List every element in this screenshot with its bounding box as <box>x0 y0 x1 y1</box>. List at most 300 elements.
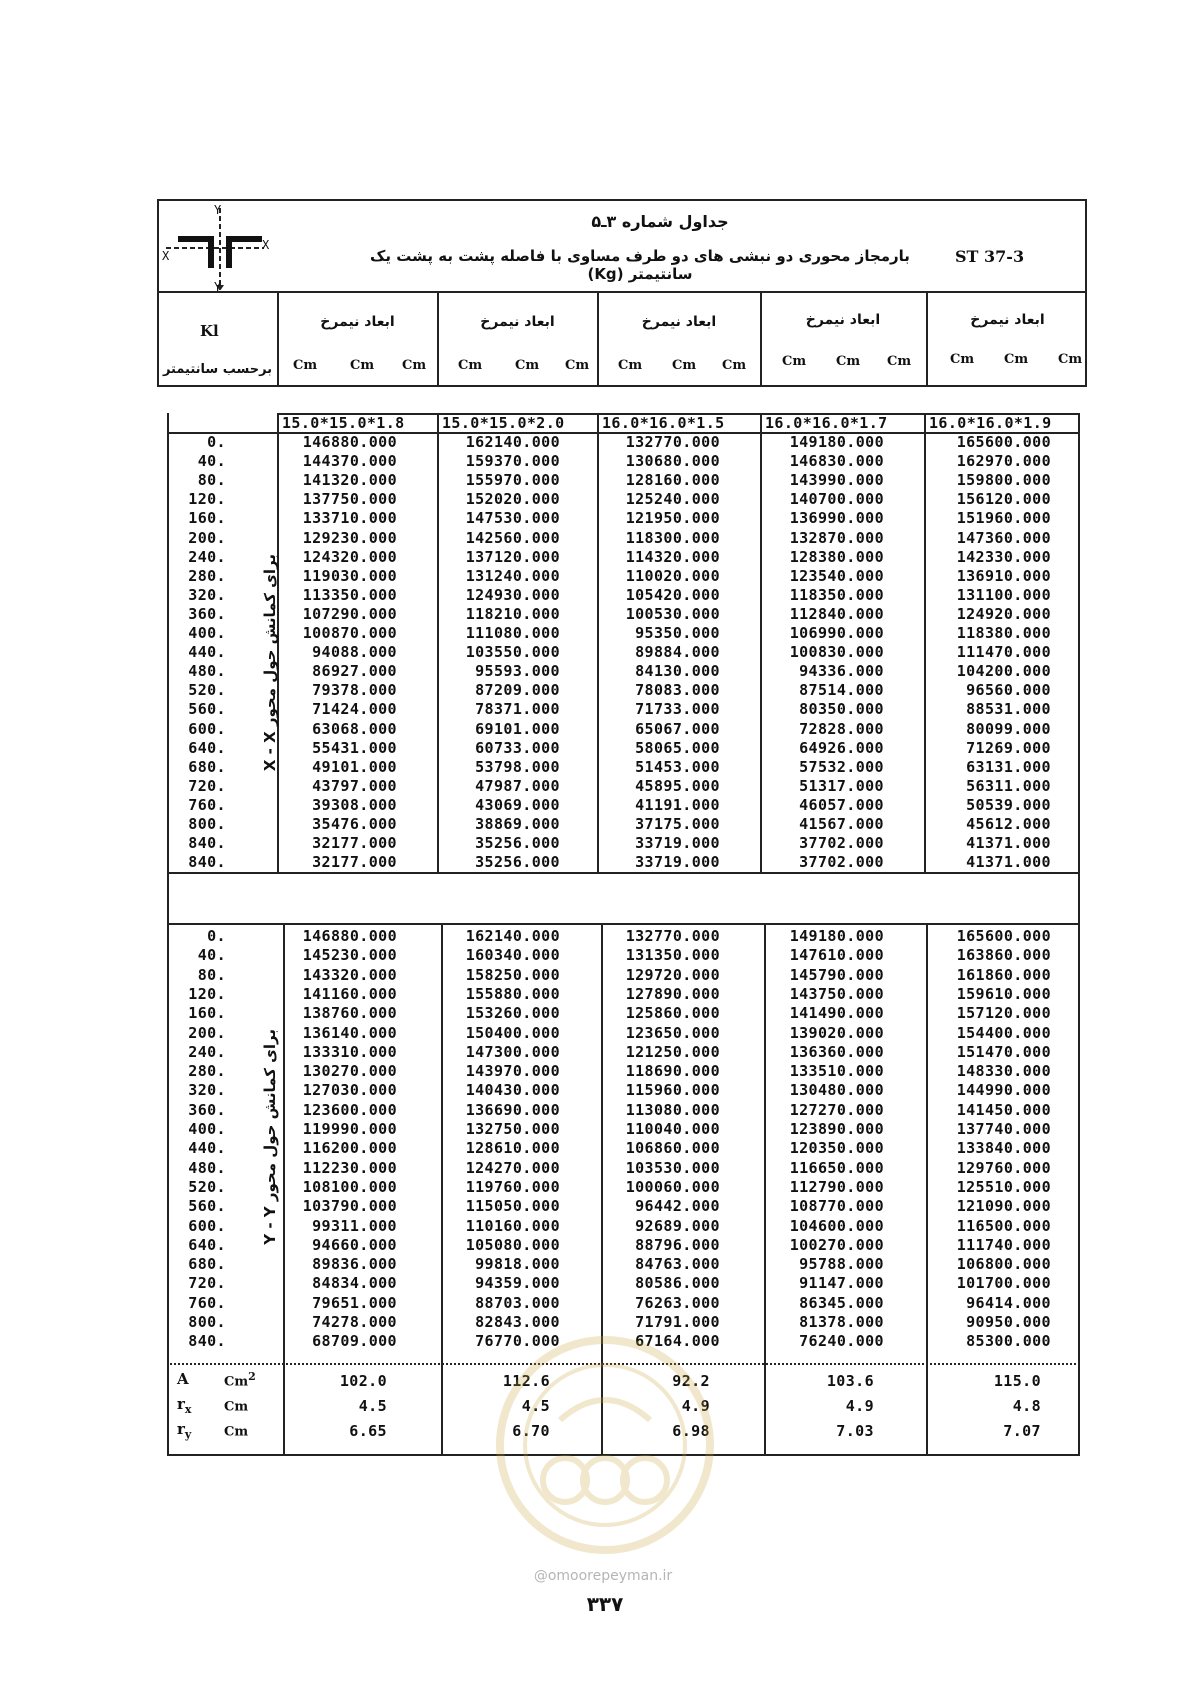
value-cell: 101700.000 <box>956 1274 1051 1293</box>
profile-label-2: ابعاد نیمرخ <box>480 314 555 330</box>
steel-grade: ST 37-3 <box>955 247 1025 266</box>
value-cell: 96414.000 <box>966 1293 1051 1312</box>
property-value: 4.9 <box>681 1397 710 1415</box>
kl-cell: 560. <box>188 1197 226 1216</box>
value-cell: 143970.000 <box>465 1062 560 1081</box>
watermark-logo <box>490 1330 720 1560</box>
kl-label: Kl <box>200 322 219 340</box>
table-subtitle: بارمجاز محوری دو نبشی های دو طرف مساوی با فاصله پشت به پشت یک سانتیمتر (Kg) <box>370 247 910 283</box>
property-value: 6.98 <box>672 1422 710 1440</box>
kl-cell: 840. <box>188 834 226 853</box>
value-cell: 116650.000 <box>789 1158 884 1177</box>
table-title: جداول شماره ۳ـ۵ <box>591 212 729 231</box>
value-cell: 137740.000 <box>956 1120 1051 1138</box>
value-cell: 125240.000 <box>625 490 720 509</box>
value-cell: 133310.000 <box>302 1042 397 1061</box>
kl-cell: 0. <box>207 433 226 451</box>
value-cell: 144370.000 <box>302 452 397 471</box>
value-cell: 153260.000 <box>465 1004 560 1023</box>
property-value: 102.0 <box>339 1372 387 1390</box>
value-cell: 156120.000 <box>956 490 1051 509</box>
page-number: ۳۳۷ <box>586 1592 624 1616</box>
value-cell: 118690.000 <box>625 1062 720 1081</box>
value-cell: 33719.000 <box>635 834 720 853</box>
value-cell: 103550.000 <box>465 643 560 662</box>
kl-cell: 280. <box>188 566 226 585</box>
value-cell: 63068.000 <box>312 719 397 738</box>
value-cell: 132750.000 <box>465 1120 560 1138</box>
property-unit: Cm <box>224 1399 249 1415</box>
value-cell: 118350.000 <box>789 585 884 604</box>
value-cell: 76263.000 <box>635 1293 720 1312</box>
value-cell: 99818.000 <box>475 1255 560 1274</box>
value-cell: 41371.000 <box>966 853 1051 872</box>
value-cell: 71791.000 <box>635 1313 720 1331</box>
property-value: 4.5 <box>521 1397 550 1415</box>
value-cell: 141490.000 <box>789 1004 884 1023</box>
value-cell: 130680.000 <box>625 452 720 471</box>
value-cell: 100060.000 <box>625 1177 720 1196</box>
value-cell: 145230.000 <box>302 946 397 965</box>
value-cell: 146880.000 <box>302 927 397 945</box>
value-cell: 41371.000 <box>966 834 1051 853</box>
value-cell: 128380.000 <box>789 547 884 566</box>
kl-cell: 840. <box>188 853 226 872</box>
property-value: 103.6 <box>826 1372 874 1390</box>
value-cell: 125860.000 <box>625 1004 720 1023</box>
value-cell: 86345.000 <box>799 1293 884 1312</box>
value-cell: 155970.000 <box>465 471 560 490</box>
value-cell: 157120.000 <box>956 1004 1051 1023</box>
value-cell: 149180.000 <box>789 927 884 945</box>
unit-cm: Cm <box>618 358 643 373</box>
unit-cm: Cm <box>350 358 375 373</box>
value-cell: 114320.000 <box>625 547 720 566</box>
kl-cell: 0. <box>207 927 226 945</box>
value-cell: 45612.000 <box>966 815 1051 833</box>
property-unit: Cm$^2$ <box>224 1370 256 1390</box>
value-cell: 55431.000 <box>312 738 397 757</box>
value-cell: 76770.000 <box>475 1332 560 1351</box>
kl-cell: 640. <box>188 1235 226 1254</box>
kl-cell: 440. <box>188 643 226 662</box>
value-cell: 46057.000 <box>799 795 884 814</box>
value-cell: 107290.000 <box>302 604 397 623</box>
value-cell: 131100.000 <box>956 585 1051 604</box>
value-cell: 162970.000 <box>956 452 1051 471</box>
property-value: 6.65 <box>349 1422 387 1440</box>
kl-cell: 40. <box>197 946 226 965</box>
value-cell: 146830.000 <box>789 452 884 471</box>
property-unit: Cm <box>224 1424 249 1440</box>
value-cell: 127270.000 <box>789 1100 884 1119</box>
value-cell: 41567.000 <box>799 815 884 833</box>
value-cell: 121250.000 <box>625 1042 720 1061</box>
value-cell: 142330.000 <box>956 547 1051 566</box>
value-cell: 138760.000 <box>302 1004 397 1023</box>
value-cell: 106800.000 <box>956 1255 1051 1274</box>
property-value: 7.03 <box>836 1422 874 1440</box>
value-cell: 79378.000 <box>312 681 397 700</box>
value-cell: 111740.000 <box>956 1235 1051 1254</box>
kl-cell: 120. <box>188 490 226 509</box>
value-cell: 149180.000 <box>789 433 884 451</box>
value-cell: 94359.000 <box>475 1274 560 1293</box>
unit-cm: Cm <box>836 354 861 369</box>
value-cell: 162140.000 <box>465 433 560 451</box>
value-cell: 78371.000 <box>475 700 560 719</box>
value-cell: 119990.000 <box>302 1120 397 1138</box>
kl-cell: 280. <box>188 1062 226 1081</box>
value-cell: 123890.000 <box>789 1120 884 1138</box>
value-cell: 123600.000 <box>302 1100 397 1119</box>
kl-cell: 520. <box>188 681 226 700</box>
kl-cell: 360. <box>188 1100 226 1119</box>
value-cell: 100830.000 <box>789 643 884 662</box>
value-cell: 124320.000 <box>302 547 397 566</box>
value-cell: 152020.000 <box>465 490 560 509</box>
value-cell: 103790.000 <box>302 1197 397 1216</box>
value-cell: 72828.000 <box>799 719 884 738</box>
value-cell: 80099.000 <box>966 719 1051 738</box>
value-cell: 142560.000 <box>465 528 560 547</box>
value-cell: 165600.000 <box>956 927 1051 945</box>
value-cell: 148330.000 <box>956 1062 1051 1081</box>
value-cell: 92689.000 <box>635 1216 720 1235</box>
value-cell: 86927.000 <box>312 662 397 681</box>
property-value: 6.70 <box>512 1422 550 1440</box>
value-cell: 100270.000 <box>789 1235 884 1254</box>
property-symbol: $r_y$ <box>177 1420 192 1441</box>
unit-cm: Cm <box>458 358 483 373</box>
value-cell: 130270.000 <box>302 1062 397 1081</box>
property-value: 115.0 <box>993 1372 1041 1390</box>
unit-cm: Cm <box>887 354 912 369</box>
value-cell: 124930.000 <box>465 585 560 604</box>
value-cell: 147530.000 <box>465 509 560 528</box>
unit-cm: Cm <box>1058 352 1083 367</box>
value-cell: 95350.000 <box>635 624 720 642</box>
value-cell: 79651.000 <box>312 1293 397 1312</box>
unit-cm: Cm <box>565 358 590 373</box>
kl-cell: 600. <box>188 719 226 738</box>
property-value: 4.8 <box>1012 1397 1041 1415</box>
value-cell: 136990.000 <box>789 509 884 528</box>
value-cell: 38869.000 <box>475 815 560 833</box>
value-cell: 158250.000 <box>465 965 560 984</box>
profile-label-1: ابعاد نیمرخ <box>320 314 395 330</box>
property-value: 4.5 <box>358 1397 387 1415</box>
value-cell: 103530.000 <box>625 1158 720 1177</box>
value-cell: 68709.000 <box>312 1332 397 1351</box>
value-cell: 105420.000 <box>625 585 720 604</box>
value-cell: 132870.000 <box>789 528 884 547</box>
kl-cell: 40. <box>197 452 226 471</box>
value-cell: 106860.000 <box>625 1139 720 1158</box>
value-cell: 129760.000 <box>956 1158 1051 1177</box>
kl-cell: 400. <box>188 1120 226 1138</box>
unit-cm: Cm <box>515 358 540 373</box>
value-cell: 115050.000 <box>465 1197 560 1216</box>
value-cell: 95788.000 <box>799 1255 884 1274</box>
value-cell: 143750.000 <box>789 984 884 1003</box>
value-cell: 105080.000 <box>465 1235 560 1254</box>
value-cell: 32177.000 <box>312 834 397 853</box>
value-cell: 115960.000 <box>625 1081 720 1100</box>
value-cell: 144990.000 <box>956 1081 1051 1100</box>
value-cell: 133510.000 <box>789 1062 884 1081</box>
kl-cell: 720. <box>188 776 226 795</box>
value-cell: 128610.000 <box>465 1139 560 1158</box>
value-cell: 121090.000 <box>956 1197 1051 1216</box>
value-cell: 131350.000 <box>625 946 720 965</box>
property-symbol: A <box>177 1370 189 1388</box>
value-cell: 151960.000 <box>956 509 1051 528</box>
value-cell: 35476.000 <box>312 815 397 833</box>
value-cell: 128160.000 <box>625 471 720 490</box>
value-cell: 108100.000 <box>302 1177 397 1196</box>
column-header-5: 16.0*16.0*1.9 <box>929 414 1052 432</box>
value-cell: 56311.000 <box>966 776 1051 795</box>
value-cell: 96442.000 <box>635 1197 720 1216</box>
kl-cell: 120. <box>188 984 226 1003</box>
double-angle-section-icon <box>160 205 270 290</box>
value-cell: 43797.000 <box>312 776 397 795</box>
value-cell: 130480.000 <box>789 1081 884 1100</box>
value-cell: 88703.000 <box>475 1293 560 1312</box>
unit-cm: Cm <box>672 358 697 373</box>
value-cell: 37702.000 <box>799 834 884 853</box>
kl-cell: 480. <box>188 1158 226 1177</box>
unit-cm: Cm <box>782 354 807 369</box>
kl-cell: 200. <box>188 528 226 547</box>
kl-cell: 640. <box>188 738 226 757</box>
value-cell: 111080.000 <box>465 624 560 642</box>
watermark-text: @omoorepeyman.ir <box>533 1568 673 1584</box>
property-symbol: $r_x$ <box>177 1395 192 1416</box>
value-cell: 63131.000 <box>966 757 1051 776</box>
icon-y-label: Y <box>214 203 222 217</box>
column-header-3: 16.0*16.0*1.5 <box>602 414 725 432</box>
kl-cell: 440. <box>188 1139 226 1158</box>
value-cell: 110040.000 <box>625 1120 720 1138</box>
value-cell: 96560.000 <box>966 681 1051 700</box>
value-cell: 154400.000 <box>956 1023 1051 1042</box>
kl-cell: 160. <box>188 1004 226 1023</box>
value-cell: 94660.000 <box>312 1235 397 1254</box>
value-cell: 35256.000 <box>475 834 560 853</box>
value-cell: 145790.000 <box>789 965 884 984</box>
value-cell: 159800.000 <box>956 471 1051 490</box>
kl-cell: 160. <box>188 509 226 528</box>
value-cell: 161860.000 <box>956 965 1051 984</box>
value-cell: 155880.000 <box>465 984 560 1003</box>
unit-cm: Cm <box>722 358 747 373</box>
value-cell: 123540.000 <box>789 566 884 585</box>
unit-cm: Cm <box>1004 352 1029 367</box>
value-cell: 87514.000 <box>799 681 884 700</box>
value-cell: 140430.000 <box>465 1081 560 1100</box>
value-cell: 127890.000 <box>625 984 720 1003</box>
value-cell: 136360.000 <box>789 1042 884 1061</box>
column-header-1: 15.0*15.0*1.8 <box>282 414 405 432</box>
value-cell: 132770.000 <box>625 433 720 451</box>
value-cell: 106990.000 <box>789 624 884 642</box>
value-cell: 49101.000 <box>312 757 397 776</box>
value-cell: 116200.000 <box>302 1139 397 1158</box>
kl-cell: 520. <box>188 1177 226 1196</box>
value-cell: 71424.000 <box>312 700 397 719</box>
value-cell: 143320.000 <box>302 965 397 984</box>
value-cell: 76240.000 <box>799 1332 884 1351</box>
column-header-2: 15.0*15.0*2.0 <box>442 414 565 432</box>
value-cell: 88796.000 <box>635 1235 720 1254</box>
value-cell: 116500.000 <box>956 1216 1051 1235</box>
icon-x-label-left: X <box>162 249 170 263</box>
value-cell: 94336.000 <box>799 662 884 681</box>
kl-unit: برحسب سانتیمتر <box>162 362 273 377</box>
value-cell: 87209.000 <box>475 681 560 700</box>
kl-cell: 760. <box>188 1293 226 1312</box>
value-cell: 141320.000 <box>302 471 397 490</box>
kl-cell: 80. <box>197 471 226 490</box>
value-cell: 104200.000 <box>956 662 1051 681</box>
value-cell: 127030.000 <box>302 1081 397 1100</box>
value-cell: 143990.000 <box>789 471 884 490</box>
value-cell: 112790.000 <box>789 1177 884 1196</box>
value-cell: 163860.000 <box>956 946 1051 965</box>
value-cell: 39308.000 <box>312 795 397 814</box>
value-cell: 112230.000 <box>302 1158 397 1177</box>
value-cell: 89836.000 <box>312 1255 397 1274</box>
value-cell: 104600.000 <box>789 1216 884 1235</box>
value-cell: 80350.000 <box>799 700 884 719</box>
value-cell: 151470.000 <box>956 1042 1051 1061</box>
value-cell: 80586.000 <box>635 1274 720 1293</box>
property-value: 92.2 <box>672 1372 710 1390</box>
value-cell: 69101.000 <box>475 719 560 738</box>
value-cell: 71733.000 <box>635 700 720 719</box>
value-cell: 141450.000 <box>956 1100 1051 1119</box>
value-cell: 78083.000 <box>635 681 720 700</box>
kl-cell: 80. <box>197 965 226 984</box>
kl-cell: 400. <box>188 624 226 642</box>
value-cell: 82843.000 <box>475 1313 560 1331</box>
value-cell: 84763.000 <box>635 1255 720 1274</box>
value-cell: 133710.000 <box>302 509 397 528</box>
value-cell: 141160.000 <box>302 984 397 1003</box>
kl-cell: 360. <box>188 604 226 623</box>
value-cell: 81378.000 <box>799 1313 884 1331</box>
value-cell: 110020.000 <box>625 566 720 585</box>
value-cell: 129720.000 <box>625 965 720 984</box>
value-cell: 71269.000 <box>966 738 1051 757</box>
value-cell: 111470.000 <box>956 643 1051 662</box>
value-cell: 147300.000 <box>465 1042 560 1061</box>
value-cell: 58065.000 <box>635 738 720 757</box>
value-cell: 35256.000 <box>475 853 560 872</box>
kl-cell: 240. <box>188 1042 226 1061</box>
value-cell: 165600.000 <box>956 433 1051 451</box>
kl-cell: 800. <box>188 815 226 833</box>
property-value: 112.6 <box>502 1372 550 1390</box>
value-cell: 137120.000 <box>465 547 560 566</box>
value-cell: 113080.000 <box>625 1100 720 1119</box>
value-cell: 118210.000 <box>465 604 560 623</box>
kl-cell: 600. <box>188 1216 226 1235</box>
kl-cell: 680. <box>188 1255 226 1274</box>
value-cell: 124920.000 <box>956 604 1051 623</box>
value-cell: 108770.000 <box>789 1197 884 1216</box>
value-cell: 67164.000 <box>635 1332 720 1351</box>
unit-cm: Cm <box>293 358 318 373</box>
value-cell: 140700.000 <box>789 490 884 509</box>
value-cell: 50539.000 <box>966 795 1051 814</box>
profile-label-4: ابعاد نیمرخ <box>805 312 881 328</box>
kl-cell: 200. <box>188 1023 226 1042</box>
value-cell: 100530.000 <box>625 604 720 623</box>
value-cell: 124270.000 <box>465 1158 560 1177</box>
value-cell: 60733.000 <box>475 738 560 757</box>
kl-cell: 760. <box>188 795 226 814</box>
value-cell: 132770.000 <box>625 927 720 945</box>
icon-x-label-right: X <box>262 238 270 252</box>
value-cell: 119760.000 <box>465 1177 560 1196</box>
value-cell: 147360.000 <box>956 528 1051 547</box>
kl-cell: 320. <box>188 1081 226 1100</box>
value-cell: 53798.000 <box>475 757 560 776</box>
kl-cell: 320. <box>188 585 226 604</box>
value-cell: 110160.000 <box>465 1216 560 1235</box>
value-cell: 84130.000 <box>635 662 720 681</box>
value-cell: 137750.000 <box>302 490 397 509</box>
value-cell: 88531.000 <box>966 700 1051 719</box>
value-cell: 146880.000 <box>302 433 397 451</box>
value-cell: 33719.000 <box>635 853 720 872</box>
value-cell: 45895.000 <box>635 776 720 795</box>
value-cell: 99311.000 <box>312 1216 397 1235</box>
icon-y-label-bottom: Y <box>214 280 222 294</box>
value-cell: 139020.000 <box>789 1023 884 1042</box>
value-cell: 136690.000 <box>465 1100 560 1119</box>
profile-label-5: ابعاد نیمرخ <box>970 312 1045 328</box>
value-cell: 89884.000 <box>635 643 720 662</box>
value-cell: 47987.000 <box>475 776 560 795</box>
value-cell: 90950.000 <box>966 1313 1051 1331</box>
value-cell: 91147.000 <box>799 1274 884 1293</box>
value-cell: 147610.000 <box>789 946 884 965</box>
value-cell: 133840.000 <box>956 1139 1051 1158</box>
kl-cell: 480. <box>188 662 226 681</box>
value-cell: 37175.000 <box>635 815 720 833</box>
value-cell: 84834.000 <box>312 1274 397 1293</box>
kl-cell: 240. <box>188 547 226 566</box>
value-cell: 74278.000 <box>312 1313 397 1331</box>
value-cell: 112840.000 <box>789 604 884 623</box>
unit-cm: Cm <box>950 352 975 367</box>
value-cell: 94088.000 <box>312 643 397 662</box>
kl-cell: 720. <box>188 1274 226 1293</box>
value-cell: 51317.000 <box>799 776 884 795</box>
value-cell: 129230.000 <box>302 528 397 547</box>
value-cell: 41191.000 <box>635 795 720 814</box>
value-cell: 120350.000 <box>789 1139 884 1158</box>
value-cell: 136140.000 <box>302 1023 397 1042</box>
value-cell: 125510.000 <box>956 1177 1051 1196</box>
kl-cell: 560. <box>188 700 226 719</box>
value-cell: 37702.000 <box>799 853 884 872</box>
side-label-x: برای کمانش حول محور X - X <box>261 554 279 772</box>
